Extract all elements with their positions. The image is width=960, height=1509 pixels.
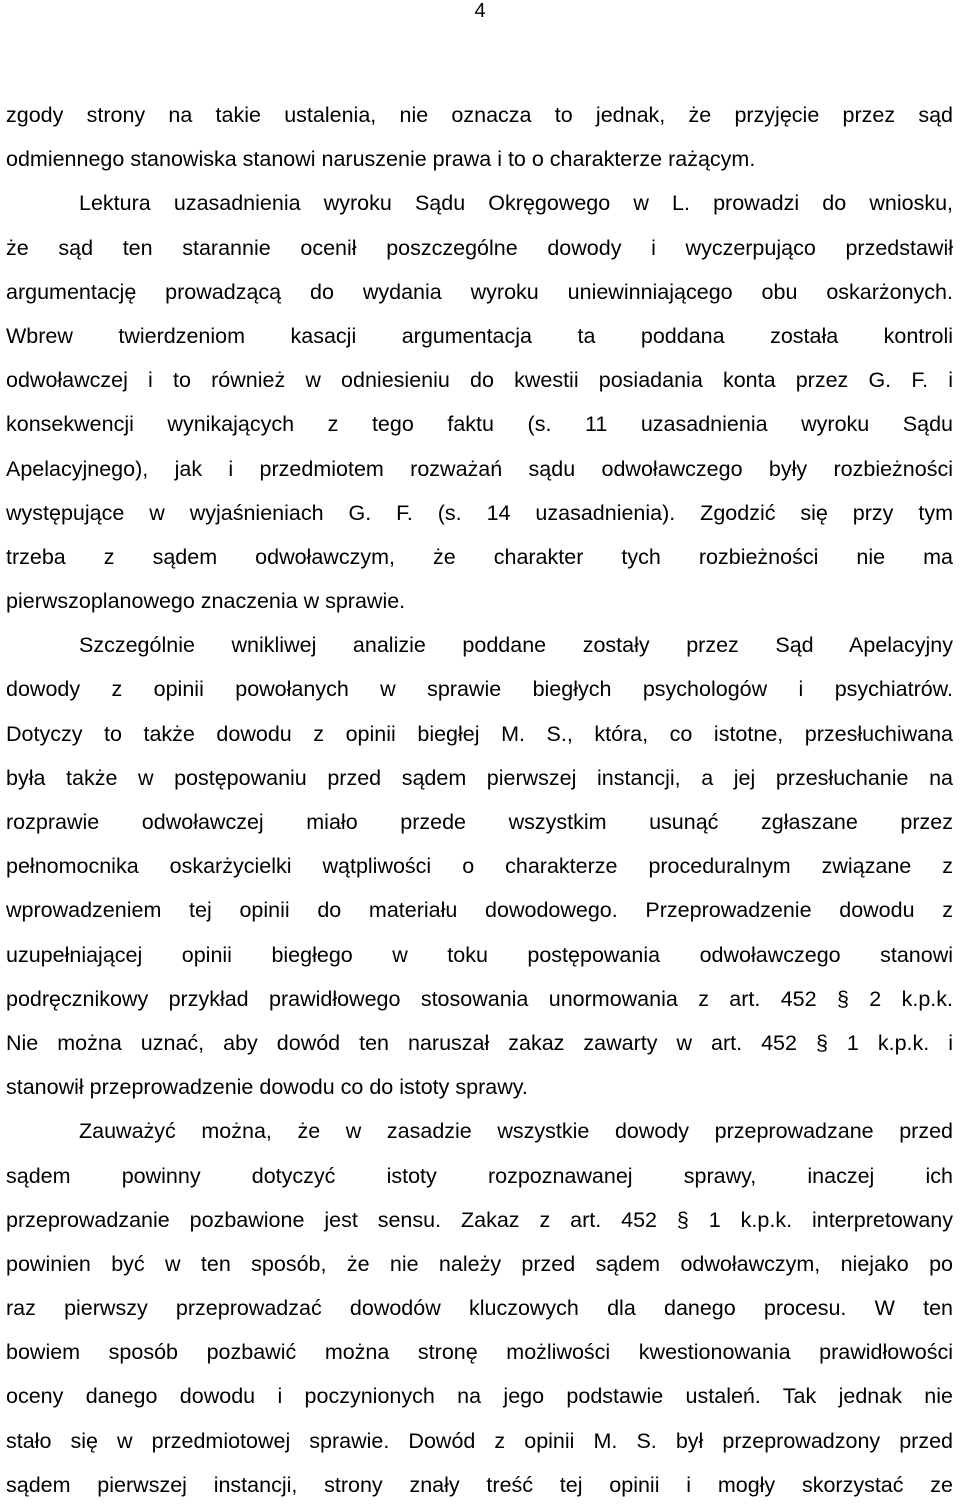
text-line: trzeba z sądem odwoławczym, że charakter tych rozbieżności nie ma — [6, 544, 953, 569]
text-line: powinien być w ten sposób, że nie należy przed sądem odwoławczym, niejako po — [6, 1251, 953, 1276]
text-line: odmiennego stanowiska stanowi naruszenie prawa i to o charakterze rażącym. — [6, 147, 756, 172]
text-line: Apelacyjnego), jak i przedmiotem rozważań sądu odwoławczego były rozbieżności — [6, 456, 953, 481]
text-line: podręcznikowy przykład prawidłowego stosowania unormowania z art. 452 § 2 k.p.k. — [6, 986, 953, 1011]
text-line: że sąd ten starannie ocenił poszczególne dowody i wyczerpująco przedstawił — [6, 235, 953, 260]
text-line: bowiem sposób pozbawić można stronę możliwości kwestionowania prawidłowości — [6, 1340, 953, 1365]
text-line: wprowadzeniem tej opinii do materiału dowodowego. Przeprowadzenie dowodu z — [6, 898, 953, 923]
text-line: przeprowadzanie pozbawione jest sensu. Zakaz z art. 452 § 1 k.p.k. interpretowany — [6, 1207, 953, 1232]
text-line: rozprawie odwoławczej miało przede wszystkim usunąć zgłaszane przez — [6, 810, 953, 834]
text-line: zgody strony na takie ustalenia, nie oznacza to jednak, że przyjęcie przez sąd — [6, 103, 953, 127]
text-line: była także w postępowaniu przed sądem pierwszej instancji, a jej przesłuchanie na — [6, 765, 953, 790]
text-line: argumentację prowadzącą do wydania wyroku uniewinniającego obu oskarżonych. — [6, 279, 953, 304]
text-line: Nie można uznać, aby dowód ten naruszał zakaz zawarty w art. 452 § 1 k.p.k. i — [6, 1030, 953, 1055]
text-line: pełnomocnika oskarżycielki wątpliwości o charakterze proceduralnym związane z — [6, 854, 953, 879]
text-line: raz pierwszy przeprowadzać dowodów kluczowych dla danego procesu. W ten — [6, 1296, 953, 1321]
text-line: pierwszoplanowego znaczenia w sprawie. — [6, 589, 406, 614]
text-line: stanowił przeprowadzenie dowodu co do istoty sprawy. — [6, 1075, 528, 1100]
text-line: Szczególnie wnikliwej analizie poddane zostały przez Sąd Apelacyjny — [79, 633, 953, 658]
text-line: stało się w przedmiotowej sprawie. Dowód z opinii M. S. był przeprowadzony przed — [6, 1428, 953, 1453]
text-line: odwoławczej i to również w odniesieniu do kwestii posiadania konta przez G. F. i — [6, 368, 953, 393]
text-line: Lektura uzasadnienia wyroku Sądu Okręgowego w L. prowadzi do wniosku, — [79, 191, 953, 216]
text-line: dowody z opinii powołanych w sprawie biegłych psychologów i psychiatrów. — [6, 677, 953, 702]
text-line: sądem pierwszej instancji, strony znały treść tej opinii i mogły skorzystać ze — [6, 1472, 953, 1497]
text-line: oceny danego dowodu i poczynionych na jego podstawie ustaleń. Tak jednak nie — [6, 1384, 953, 1409]
document-body — [6, 95, 953, 1509]
text-line: występujące w wyjaśnieniach G. F. (s. 14 uzasadnienia). Zgodzić się przy tym — [6, 500, 953, 525]
text-line: konsekwencji wynikających z tego faktu (s. 11 uzasadnienia wyroku Sądu — [6, 412, 953, 437]
text-line: uzupełniającej opinii biegłego w toku postępowania odwoławczego stanowi — [6, 942, 953, 967]
text-line: sądem powinny dotyczyć istoty rozpoznawanej sprawy, inaczej ich — [6, 1163, 953, 1188]
text-line: Dotyczy to także dowodu z opinii biegłej M. S., która, co istotne, przesłuchiwana — [6, 721, 953, 746]
text-line: Zauważyć można, że w zasadzie wszystkie dowody przeprowadzane przed — [79, 1119, 953, 1144]
page-number: 4 — [474, 0, 486, 22]
text-line: Wbrew twierdzeniom kasacji argumentacja ta poddana została kontroli — [6, 323, 953, 348]
